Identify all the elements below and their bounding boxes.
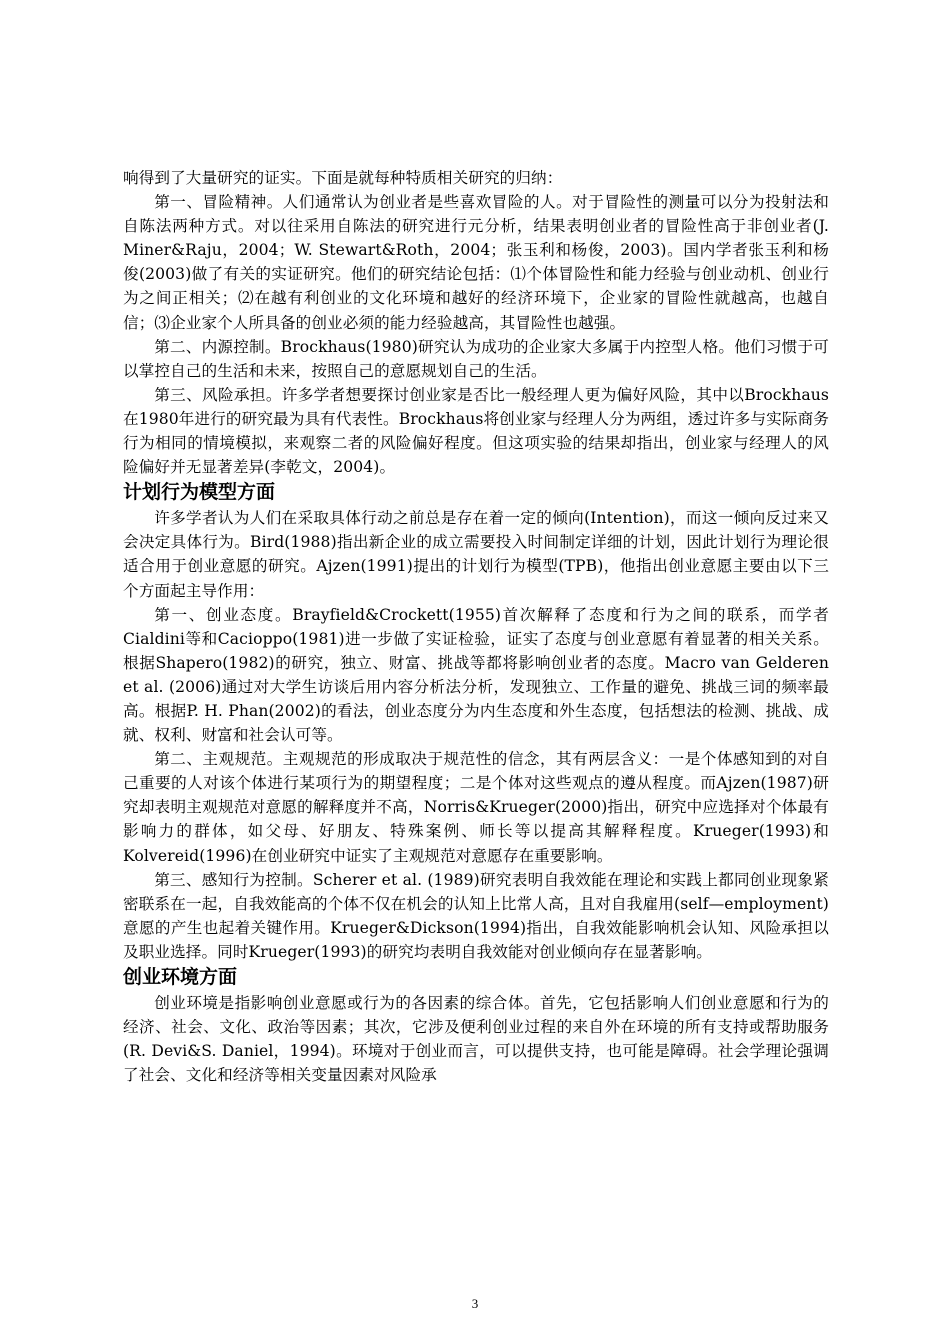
paragraph-perceived-control: 第三、感知行为控制。Scherer et al. (1989)研究表明自我效能在理论和实践上都同创业现象紧密联系在一起，自我效能高的个体不仅在机会的认知上比常人高，且对自我雇用(self—employment)意愿的产生也起着关键作用。Krueger&Dickson(1994)指出，自我效能影响机会认知、风险承担以及职业选择。同时Krueger(1993)的研究均表明自我效能对创业倾向存在显著影响。 [123, 870, 829, 961]
paragraph-internal-control: 第二、内源控制。Brockhaus(1980)研究认为成功的企业家大多属于内控型人格。他们习惯于可以掌控自己的生活和未来，按照自己的意愿规划自己的生活。 [123, 337, 829, 380]
paragraph-subjective-norm: 第二、主观规范。主观规范的形成取决于规范性的信念，其有两层含义：一是个体感知到的对自己重要的人对该个体进行某项行为的期望程度；二是个体对这些观点的遵从程度。而Ajzen(1987)研究却表明主观规范对意愿的解释度并不高，Norris&Krueger(2000)指出，研究中应选择对个体最有影响力的群体，如父母、好朋友、特殊案例、师长等以提高其解释程度。Krueger(1993)和Kolvereid(1996)在创业研究中证实了主观规范对意愿存在重要影响。 [123, 750, 829, 865]
document-body [123, 166, 829, 1087]
paragraph-attitude: 第一、创业态度。Brayfield&Crockett(1955)首次解释了态度和行为之间的联系，而学者Cialdini等和Cacioppo(1981)进一步做了实证检验，证实了态度与创业意愿有着显著的相关关系。根据Shapero(1982)的研究，独立、财富、挑战等都将影响创业者的态度。Macro van Gelderen et al. (2006)通过对大学生访谈后用内容分析法分析，发现独立、工作量的避免、挑战三词的频率最高。根据P. H. Phan(2002)的看法，创业态度分为内生态度和外生态度，包括想法的检测、挑战、成就、权利、财富和社会认可等。 [123, 605, 829, 745]
paragraph-risk-taking-spirit: 第一、冒险精神。人们通常认为创业者是些喜欢冒险的人。对于冒险性的测量可以分为投射法和自陈法两种方式。对以往采用自陈法的研究进行元分析，结果表明创业者的冒险性高于非创业者(J. Miner&Raju，2004；W. Stewart&Roth，2004；张玉利和杨俊，2003)。国内学者张玉利和杨俊(2003)做了有关的实证研究。他们的研究结论包括：⑴个体冒险性和能力经验与创业动机、创业行为之间正相关；⑵在越有利创业的文化环境和越好的经济环境下，企业家的冒险性就越高，也越自信；⑶企业家个人所具备的创业必须的能力经验越高，其冒险性也越强。 [123, 193, 829, 332]
paragraph-risk-bearing: 第三、风险承担。许多学者想要探讨创业家是否比一般经理人更为偏好风险，其中以Brockhaus在1980年进行的研究最为具有代表性。Brockhaus将创业家与经理人分为两组，透过许多与实际商务行为相同的情境模拟，来观察二者的风险偏好程度。但这项实验的结果却指出，创业家与经理人的风险偏好并无显著差异(李乾文，2004)。 [123, 385, 829, 477]
page-number: 3 [471, 1296, 479, 1311]
paragraph-environment: 创业环境是指影响创业意愿或行为的各因素的综合体。首先，它包括影响人们创业意愿和行为的经济、社会、文化、政治等因素；其次，它涉及便利创业过程的来自外在环境的所有支持或帮助服务(R. Devi&S. Daniel，1994)。环境对于创业而言，可以提供支持，也可能是障碍。社会学理论强调了社会、文化和经济等相关变量因素对风险承 [123, 994, 829, 1085]
paragraph-intro-continuation: 响得到了大量研究的证实。下面是就每种特质相关研究的归纳： [123, 169, 563, 187]
paragraph-tpb-intro: 许多学者认为人们在采取具体行动之前总是存在着一定的倾向(Intention)，而这一倾向反过来又会决定具体行为。Bird(1988)指出新企业的成立需要投入时间制定详细的计划，因此计划行为理论很适合用于创业意愿的研究。Ajzen(1991)提出的计划行为模型(TPB)，他指出创业意愿主要由以下三个方面起主导作用： [123, 509, 829, 600]
section-heading-environment: 创业环境方面 [123, 966, 238, 988]
section-heading-planned-behavior: 计划行为模型方面 [123, 481, 276, 504]
